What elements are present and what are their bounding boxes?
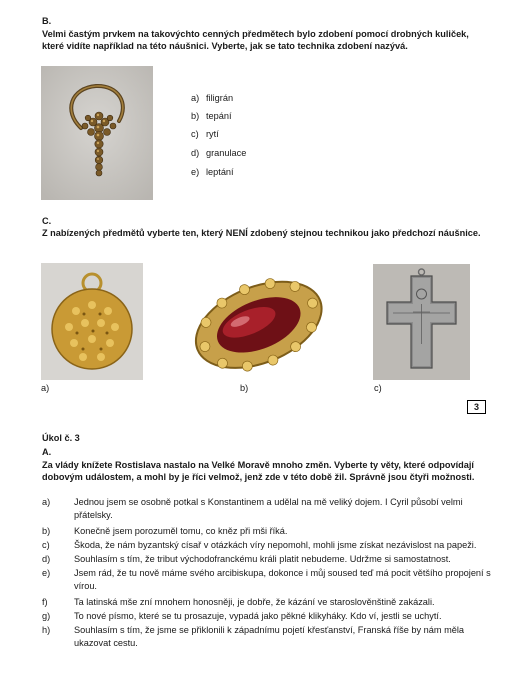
option-d[interactable]: d) granulace	[191, 148, 247, 158]
section-c-heading: C.	[42, 216, 52, 226]
option-b[interactable]: b) tepání	[191, 111, 232, 121]
task3-heading: A.	[42, 447, 52, 457]
task3-title: Úkol č. 3	[42, 433, 80, 443]
option-e[interactable]: e) leptání	[191, 167, 234, 177]
photo-label-c: c)	[374, 383, 382, 393]
section-b-question: Velmi častým prvkem na takovýchto cenných předmětech bylo zdobení pomocí drobných kuliček, které vidíte například na této náušnici. Vyberte, jak se tato technika zdobení nazývá.	[42, 29, 469, 51]
task3-question: Za vlády knížete Rostislava nastalo na Velké Moravě mnoho změn. Vyberte ty věty, které odpovídají dobovým událostem, a mohl by je říci velmož, jenž zde v této době žil. Správně jsou čtyři možnosti.	[42, 460, 475, 482]
photo-label-a: a)	[41, 383, 50, 393]
option-c[interactable]: c) rytí	[191, 129, 219, 139]
gold-ball-photo[interactable]	[41, 263, 143, 380]
earring-photo	[41, 66, 153, 200]
photo-label-b: b)	[240, 383, 249, 393]
silver-cross-photo[interactable]	[373, 264, 470, 380]
section-b-heading: B.	[42, 16, 52, 26]
option-a[interactable]: a) filigrán	[191, 93, 234, 103]
section-c-question: Z nabízených předmětů vyberte ten, který NENÍ zdobený stejnou technikou jako předchozí náušnice.	[42, 228, 481, 238]
page-number-box: 3	[467, 400, 486, 414]
garnet-brooch-photo[interactable]	[178, 263, 339, 380]
